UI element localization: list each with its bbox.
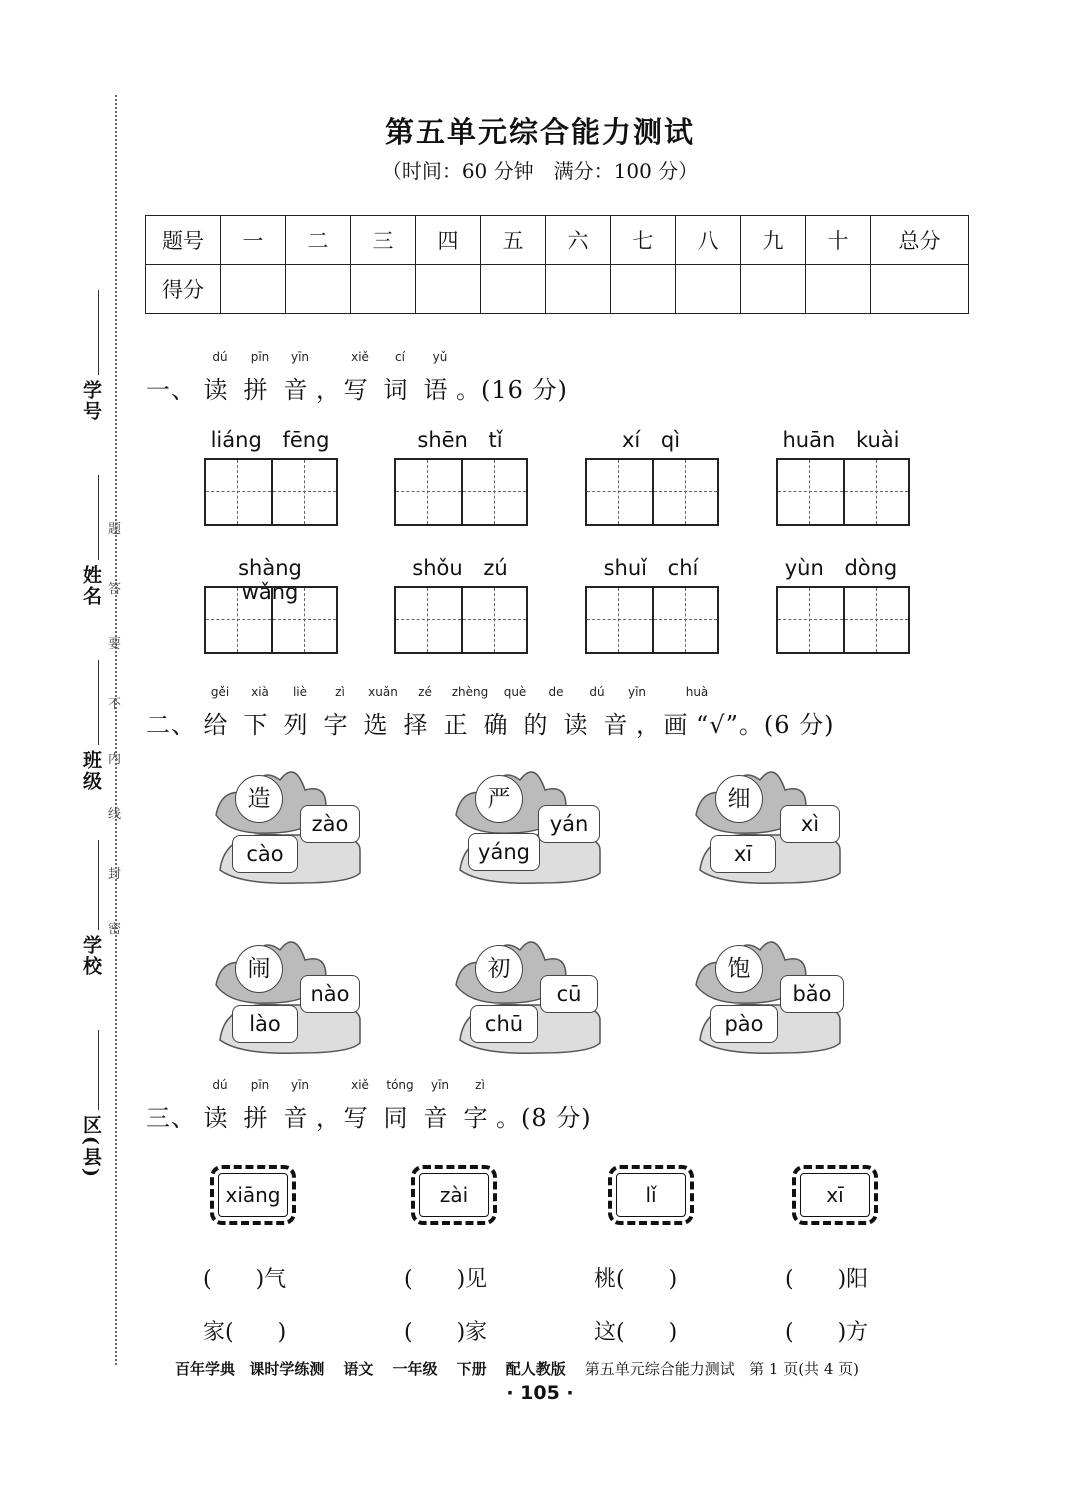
pinyin-annotation: yǔ <box>432 350 448 364</box>
pinyin-annotation: què <box>503 685 527 699</box>
lotus-item <box>210 925 380 1065</box>
district-blank[interactable] <box>98 1030 99 1110</box>
class-blank[interactable] <box>98 660 99 745</box>
q1-number: 一、 <box>146 376 196 404</box>
score-header-cell: 四 <box>416 216 481 265</box>
margin-note-char: 密 <box>108 922 122 937</box>
score-header-cell: 五 <box>481 216 546 265</box>
q3-number: 三、 <box>146 1104 196 1132</box>
writing-grid[interactable] <box>585 586 719 654</box>
fill-blank-item[interactable]: ( )气 <box>203 1267 287 1292</box>
word-pinyin: shǒu zú <box>412 556 508 580</box>
q3-title-char: 写 <box>343 1104 369 1132</box>
pinyin-option[interactable]: cào <box>232 835 298 873</box>
q3-score: 。(8 分) <box>496 1104 592 1132</box>
score-header-cell: 九 <box>741 216 806 265</box>
pinyin-annotation: xià <box>251 685 269 699</box>
q2-number: 二、 <box>146 711 196 739</box>
q2-title-char: 字 <box>323 711 349 739</box>
q2-title <box>146 705 834 740</box>
pinyin-option[interactable]: pào <box>710 1005 778 1043</box>
pinyin-annotation: tóng <box>386 1078 414 1092</box>
writing-grid[interactable] <box>776 458 910 526</box>
word-pinyin: shuǐ chí <box>603 556 699 580</box>
fill-blank-item[interactable]: 这( ) <box>594 1320 678 1345</box>
q2-title-char: 择 <box>403 711 429 739</box>
district-label: 区(县) <box>80 1115 102 1179</box>
q1-title-char: 词 <box>383 376 409 404</box>
writing-grid[interactable] <box>394 586 528 654</box>
q3-title-pinyin <box>0 1078 1080 1094</box>
pinyin-annotation: zé <box>418 685 432 699</box>
target-character: 初 <box>475 945 523 993</box>
q3-title-char: 同 <box>383 1104 409 1132</box>
school-blank[interactable] <box>98 840 99 930</box>
footer-series: 课时学练测 <box>249 1360 325 1378</box>
pinyin-annotation: yīn <box>430 1078 450 1092</box>
pinyin-annotation: gěi <box>210 685 230 699</box>
q3-title-char: ， <box>316 1104 341 1132</box>
score-cell[interactable] <box>546 265 611 314</box>
pinyin-annotation: pīn <box>250 1078 270 1092</box>
score-header-cell: 总分 <box>871 216 969 265</box>
margin-note-char: 题 <box>108 522 122 537</box>
page-footer <box>175 1358 859 1379</box>
score-header-cell: 题号 <box>146 216 221 265</box>
pinyin-annotation: de <box>548 685 564 699</box>
pinyin-annotation: dú <box>589 685 605 699</box>
q2-title-char: 音 <box>603 711 629 739</box>
pinyin-stamp: xiāng <box>210 1165 296 1225</box>
binding-line <box>115 95 117 1365</box>
word-pinyin: shàng wǎng <box>238 556 302 604</box>
word-pinyin: liáng fēng <box>210 428 330 452</box>
score-cell[interactable] <box>416 265 481 314</box>
pinyin-annotation: pīn <box>250 350 270 364</box>
margin-note-char: 封 <box>108 867 122 882</box>
margin-note-char: 内 <box>108 752 122 767</box>
q1-title-char: 音 <box>283 376 309 404</box>
q1-title-char: 语 <box>423 376 449 404</box>
footer-volume: 下册 <box>456 1360 487 1378</box>
writing-grid[interactable] <box>204 458 338 526</box>
score-header-cell: 二 <box>286 216 351 265</box>
q1-title-pinyin <box>0 350 1080 366</box>
name-blank[interactable] <box>98 475 99 560</box>
score-cell[interactable] <box>611 265 676 314</box>
fill-blank-item[interactable]: ( )家 <box>404 1320 488 1345</box>
page-title: 第五单元综合能力测试 <box>384 115 695 149</box>
target-character: 饱 <box>715 945 763 993</box>
q2-title-char: 确 <box>483 711 509 739</box>
writing-grid[interactable] <box>776 586 910 654</box>
pinyin-annotation: dú <box>212 350 228 364</box>
target-character: 闹 <box>235 945 283 993</box>
q3-title-char: 字 <box>463 1104 489 1132</box>
q1-title-char: ， <box>316 376 341 404</box>
pinyin-annotation: yīn <box>627 685 647 699</box>
word-pinyin: huān kuài <box>782 428 900 452</box>
margin-note-char: 答 <box>108 582 122 597</box>
fill-blank-item[interactable]: ( )见 <box>404 1267 488 1292</box>
score-cell[interactable] <box>741 265 806 314</box>
target-character: 造 <box>235 775 283 823</box>
q2-title-char: 读 <box>563 711 589 739</box>
pinyin-option[interactable]: bǎo <box>780 975 844 1013</box>
pinyin-option[interactable]: lào <box>232 1005 298 1043</box>
pinyin-option[interactable]: xì <box>780 805 840 843</box>
footer-brand: 百年学典 <box>175 1360 236 1378</box>
fill-blank-item[interactable]: ( )方 <box>785 1320 869 1345</box>
target-character: 严 <box>475 775 523 823</box>
q3-title-char: 拼 <box>243 1104 269 1132</box>
lotus-item <box>450 755 620 895</box>
score-header-cell: 七 <box>611 216 676 265</box>
pinyin-annotation: yīn <box>290 350 310 364</box>
lotus-item <box>450 925 620 1065</box>
score-header-cell: 十 <box>806 216 871 265</box>
pinyin-option[interactable]: yán <box>538 805 600 843</box>
pinyin-stamp: lǐ <box>608 1165 694 1225</box>
score-cell[interactable] <box>351 265 416 314</box>
q2-title-char: 正 <box>443 711 469 739</box>
q2-title-char: 下 <box>243 711 269 739</box>
pinyin-annotation: yīn <box>290 1078 310 1092</box>
fill-blank-item[interactable]: 家( ) <box>203 1320 287 1345</box>
pinyin-annotation: xiě <box>351 350 369 364</box>
word-pinyin: xí qì <box>621 428 681 452</box>
score-header-cell: 六 <box>546 216 611 265</box>
q1-title-char: 读 <box>203 376 229 404</box>
q2-title-pinyin <box>0 685 1080 701</box>
q3-title <box>146 1098 592 1133</box>
q3-title-char: 读 <box>203 1104 229 1132</box>
pinyin-annotation: zì <box>475 1078 485 1092</box>
footer-subject: 语文 <box>343 1360 374 1378</box>
lotus-item <box>210 755 380 895</box>
score-cell[interactable] <box>806 265 871 314</box>
fill-blank-item[interactable]: ( )阳 <box>785 1267 869 1292</box>
word-pinyin: yùn dòng <box>784 556 898 580</box>
q1-title <box>146 370 568 405</box>
score-header-cell: 八 <box>676 216 741 265</box>
score-table-header-row <box>146 216 969 265</box>
pinyin-stamp: zài <box>411 1165 497 1225</box>
margin-note-char: 不 <box>108 697 122 712</box>
margin-note-char: 要 <box>108 637 122 652</box>
footer-test-name: 第五单元综合能力测试 <box>584 1360 735 1378</box>
writing-grid[interactable] <box>204 586 338 654</box>
footer-page-info: 第 1 页(共 4 页) <box>749 1360 859 1378</box>
pinyin-option[interactable]: nào <box>300 975 360 1013</box>
pinyin-annotation: cí <box>395 350 405 364</box>
score-row-label: 得分 <box>146 265 221 314</box>
margin-note-char: 线 <box>108 807 122 822</box>
lotus-item <box>690 755 860 895</box>
score-table-score-row <box>146 265 969 314</box>
pinyin-option[interactable]: zào <box>300 805 360 843</box>
pinyin-annotation: huà <box>685 685 709 699</box>
writing-grid[interactable] <box>585 458 719 526</box>
name-label: 姓名 <box>80 565 102 607</box>
q2-score: “√”。(6 分) <box>696 711 835 739</box>
q2-title-char: 画 <box>663 711 689 739</box>
writing-grid[interactable] <box>394 458 528 526</box>
q2-title-char: 选 <box>363 711 389 739</box>
footer-edition: 配人教版 <box>505 1360 566 1378</box>
score-cell[interactable] <box>871 265 969 314</box>
pinyin-annotation: xuǎn <box>368 685 398 699</box>
pinyin-annotation: zì <box>335 685 345 699</box>
score-cell[interactable] <box>481 265 546 314</box>
page-subtitle: （时间：60 分钟 满分：100 分） <box>381 159 699 183</box>
pinyin-option[interactable]: cū <box>540 975 598 1013</box>
score-table <box>145 215 969 314</box>
pinyin-annotation: liè <box>292 685 308 699</box>
q3-title-char: 音 <box>283 1104 309 1132</box>
footer-grade: 一年级 <box>392 1360 438 1378</box>
q2-title-char: 列 <box>283 711 309 739</box>
score-header-cell: 三 <box>351 216 416 265</box>
pinyin-annotation: xiě <box>351 1078 369 1092</box>
lotus-item <box>690 925 860 1065</box>
q2-title-char: 给 <box>203 711 229 739</box>
score-header-cell: 一 <box>221 216 286 265</box>
class-label: 班级 <box>80 750 102 792</box>
school-label: 学校 <box>80 935 102 977</box>
q3-title-char: 音 <box>423 1104 449 1132</box>
pinyin-option[interactable]: xī <box>710 835 776 873</box>
pinyin-option[interactable]: yáng <box>468 833 540 871</box>
q2-title-char: 的 <box>523 711 549 739</box>
q1-title-char: 写 <box>343 376 369 404</box>
word-pinyin: shēn tǐ <box>417 428 503 452</box>
pinyin-annotation: dú <box>212 1078 228 1092</box>
q1-title-char: 拼 <box>243 376 269 404</box>
pinyin-option[interactable]: chū <box>470 1005 538 1043</box>
page-number: · 105 · <box>506 1382 574 1404</box>
score-cell[interactable] <box>676 265 741 314</box>
fill-blank-item[interactable]: 桃( ) <box>594 1267 678 1292</box>
q2-title-char: ， <box>636 711 661 739</box>
target-character: 细 <box>715 775 763 823</box>
score-cell[interactable] <box>221 265 286 314</box>
score-cell[interactable] <box>286 265 351 314</box>
pinyin-annotation: zhèng <box>451 685 489 699</box>
q1-score: 。(16 分) <box>456 376 568 404</box>
student-id-label: 学号 <box>80 380 102 422</box>
pinyin-stamp: xī <box>792 1165 878 1225</box>
